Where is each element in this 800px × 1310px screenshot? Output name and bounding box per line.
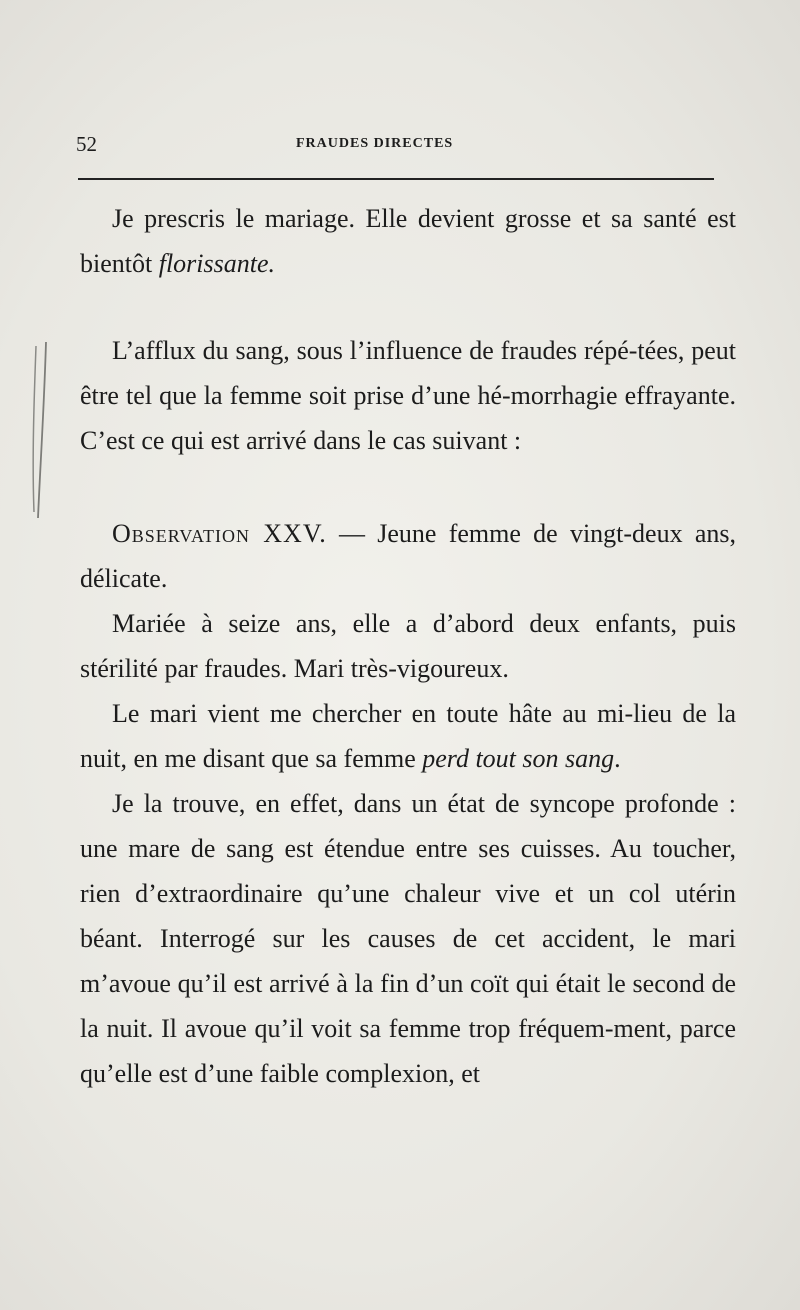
paragraph-4: Mariée à seize ans, elle a d’abord deux enfants, puis stérilité par fraudes. Mari très-vigoureux. (80, 609, 736, 683)
paragraph-5-end: . (614, 744, 621, 773)
page-header (76, 132, 716, 158)
paragraph-1-text: Je prescris le mariage. Elle devient grosse et sa santé est bientôt (80, 204, 736, 278)
paragraph-6: Je la trouve, en effet, dans un état de syncope profonde : une mare de sang est étendue entre ses cuisses. Au toucher, rien d’extraordinaire qu’une chaleur vive et un col utérin béant. Interrogé sur les causes de cet accident, le mari m’avoue qu’il est arrivé à la fin d’un coït qui était le second de la nuit. Il avoue qu’il voit sa femme trop fréquem-ment, parce qu’elle est d’une faible complexion, et (80, 789, 736, 1088)
paragraph-5 (80, 691, 736, 781)
observation-heading (80, 511, 736, 601)
running-title: FRAUDES DIRECTES (296, 136, 454, 151)
paragraph-5-italic: perd tout son sang (422, 744, 615, 773)
observation-text: — Jeune femme de vingt-deux ans, délicate. (80, 519, 737, 593)
paragraph-2: L’afflux du sang, sous l’influence de fraudes répé-tées, peut être tel que la femme soit prise d’une hé-morrhagie effrayante. C’est ce qui est arrivé dans le cas suivant : (80, 336, 736, 455)
observation-label: Observation XXV. (112, 519, 327, 548)
paragraph-1-italic: florissante. (158, 249, 276, 278)
paragraph-1 (80, 196, 736, 286)
body-text (80, 196, 736, 1096)
page-number: 52 (76, 132, 97, 156)
paragraph-5-text: Le mari vient me chercher en toute hâte au mi-lieu de la nuit, en me disant que sa femme (80, 699, 736, 773)
pencil-margin-mark (22, 340, 52, 520)
header-rule (78, 178, 714, 180)
